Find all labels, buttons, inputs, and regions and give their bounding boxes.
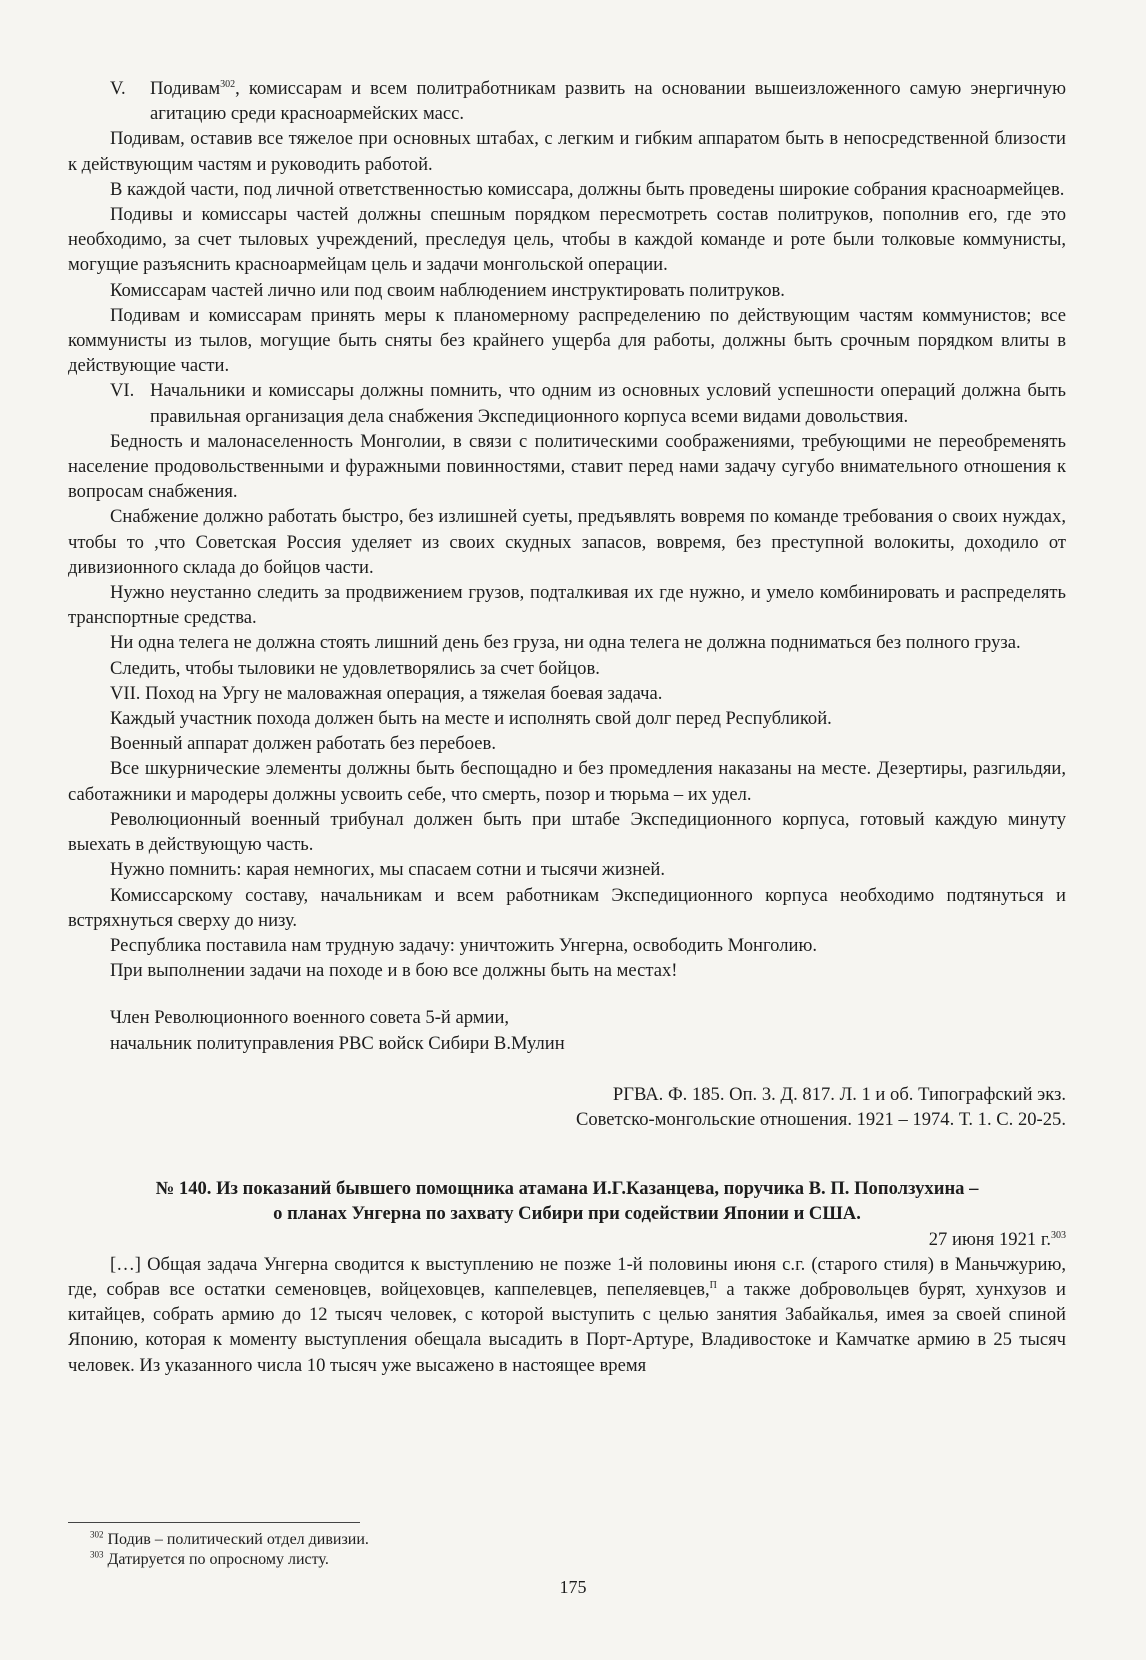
heading-line: № 140. Из показаний бывшего помощника атамана И.Г.Казанцева, поручика В. П. Поползухина – bbox=[155, 1178, 979, 1200]
paragraph: Снабжение должно работать быстро, без излишней суеты, предъявлять вовремя по команде требования о своих нуждах, чтобы то ,что Советская Россия уделяет из своих скудных запасов, вовремя, без преступной волокиты, доходило от дивизионного склада до бойцов части. bbox=[68, 506, 1066, 578]
paragraph: Комиссарам частей лично или под своим наблюдением инструктировать политруков. bbox=[110, 279, 785, 301]
footnotes bbox=[90, 1530, 990, 1570]
footnote-ref: 303 bbox=[1051, 1229, 1066, 1241]
paragraph: Все шкурнические элементы должны быть беспощадно и без промедления наказаны на месте. Дезертиры, разгильдяи, саботажники и мародеры должны усвоить себе, что смерть, позор и тюрьма – их удел. bbox=[68, 758, 1066, 805]
document-heading bbox=[68, 1176, 1066, 1226]
paragraph: Нужно помнить: карая немногих, мы спасаем сотни и тысячи жизней. bbox=[110, 859, 666, 881]
section-number: V. bbox=[110, 78, 126, 99]
text-run: Начальники и комиссары должны помнить, что одним из основных условий успешности операций должна быть правильная организация дела снабжения Экспедиционного корпуса всеми видами довольствия. bbox=[150, 380, 1066, 427]
paragraph: В каждой части, под личной ответственностью комиссара, должны быть проведены широкие собрания красноармейцев. bbox=[110, 178, 1065, 200]
paragraph-text bbox=[110, 378, 1066, 428]
signature-line: Член Революционного военного совета 5-й армии, bbox=[110, 1007, 510, 1029]
paragraph: VII. Поход на Ургу не маловажная операция, а тяжелая боевая задача. bbox=[110, 682, 663, 704]
footnote-number: 303 bbox=[90, 1549, 104, 1560]
paragraph: Следить, чтобы тыловики не удовлетворялись за счет бойцов. bbox=[110, 657, 600, 679]
paragraph: Комиссарскому составу, начальникам и всем работникам Экспедиционного корпуса необходимо подтянуться и встряхнуться сверху до низу. bbox=[68, 884, 1066, 931]
page-body bbox=[68, 76, 1066, 1378]
paragraph bbox=[68, 1252, 1066, 1378]
text-run: Подивам bbox=[150, 78, 221, 99]
page-number: 175 bbox=[559, 1577, 587, 1597]
paragraph: Подивы и комиссары частей должны спешным порядком пересмотреть состав политруков, пополнив его, где это необходимо, за счет тыловых учреждений, преследуя цель, чтобы в каждой команде и роте были толковые коммунисты, могущие разъяснить красноармейцам цель и задачи монгольской операции. bbox=[68, 204, 1066, 276]
archive-reference bbox=[68, 1082, 1066, 1132]
heading-line: о планах Унгерна по захвату Сибири при содействии Японии и США. bbox=[273, 1203, 861, 1225]
paragraph: Подивам, оставив все тяжелое при основных штабах, с легким и гибким аппаратом быть в непосредственной близости к действующим частям и руководить работой. bbox=[68, 128, 1066, 175]
paragraph: При выполнении задачи на походе и в бою все должны быть на местах! bbox=[110, 960, 678, 982]
paragraph: Подивам и комиссарам принять меры к планомерному распределению по действующим частям коммунистов; все коммунисты из тылов, могущие быть сняты без крайнего ущерба для работы, должны быть срочным порядком влиты в действующие части. bbox=[68, 304, 1066, 377]
footnote bbox=[90, 1550, 990, 1570]
document-date bbox=[68, 1227, 1066, 1252]
footnote-separator bbox=[68, 1522, 360, 1523]
footnote-ref: П bbox=[709, 1279, 717, 1291]
paragraph: Республика поставила нам трудную задачу: уничтожить Унгерна, освободить Монголию. bbox=[110, 934, 817, 956]
paragraph: Каждый участник похода должен быть на месте и исполнять свой долг перед Республикой. bbox=[110, 708, 832, 730]
date-text: 27 июня 1921 г. bbox=[928, 1228, 1051, 1250]
signature-block bbox=[68, 1005, 1066, 1055]
footnote-text: Подив – политический отдел дивизии. bbox=[103, 1531, 369, 1548]
numbered-paragraph bbox=[68, 378, 1066, 428]
archive-line: Советско-монгольские отношения. 1921 – 1974. Т. 1. С. 20-25. bbox=[575, 1108, 1066, 1130]
paragraph: Нужно неустанно следить за продвижением грузов, подталкивая их где нужно, и умело комбинировать и распределять транспортные средства. bbox=[68, 582, 1066, 629]
footnote bbox=[90, 1530, 990, 1550]
signature-line: начальник политуправления РВС войск Сибири В.Мулин bbox=[110, 1032, 565, 1054]
paragraph-text bbox=[110, 76, 1066, 126]
paragraph: Бедность и малонаселенность Монголии, в связи с политическими соображениями, требующими не переобременять население продовольственными и фуражными повинностями, ставит перед нами задачу сугубо внимательного отношения к вопросам снабжения. bbox=[68, 430, 1066, 503]
section-number: VI. bbox=[110, 380, 135, 402]
text-run: , комиссарам и всем политработникам развить на основании вышеизложенного самую энергичную агитацию среди красноармейских масс. bbox=[150, 78, 1066, 125]
archive-line: РГВА. Ф. 185. Оп. 3. Д. 817. Л. 1 и об. Типографский экз. bbox=[612, 1083, 1066, 1105]
footnote-ref: 302 bbox=[220, 78, 236, 90]
footnote-text: Датируется по опросному листу. bbox=[103, 1551, 329, 1568]
footnote-number: 302 bbox=[90, 1529, 104, 1540]
paragraph: Военный аппарат должен работать без перебоев. bbox=[110, 733, 496, 755]
text-run: […] Общая задача Унгерна сводится к выступлению не позже 1-й половины июня с.г. (старого стиля) в Маньчжурию, где, собрав все остатки семеновцев, войцеховцев, каппелевцев, пепеляевцев, bbox=[68, 1253, 1066, 1300]
numbered-paragraph bbox=[68, 76, 1066, 126]
paragraph: Революционный военный трибунал должен быть при штабе Экспедиционного корпуса, готовый каждую минуту выехать в действующую часть. bbox=[68, 808, 1066, 856]
text-run: а также добровольцев бурят, хунхузов и китайцев, собрать армию до 12 тысяч человек, с которой выступить с целью занятия Забайкалья, имея за своей спиной Японию, которая к моменту выступления обещала высадить в Порт-Артуре, Владивостоке и Камчатке армию в 25 тысяч человек. Из указанного числа 10 тысяч уже высажено в настоящее время bbox=[68, 1278, 1066, 1376]
paragraph: Ни одна телега не должна стоять лишний день без груза, ни одна телега не должна подниматься без полного груза. bbox=[110, 632, 1021, 654]
